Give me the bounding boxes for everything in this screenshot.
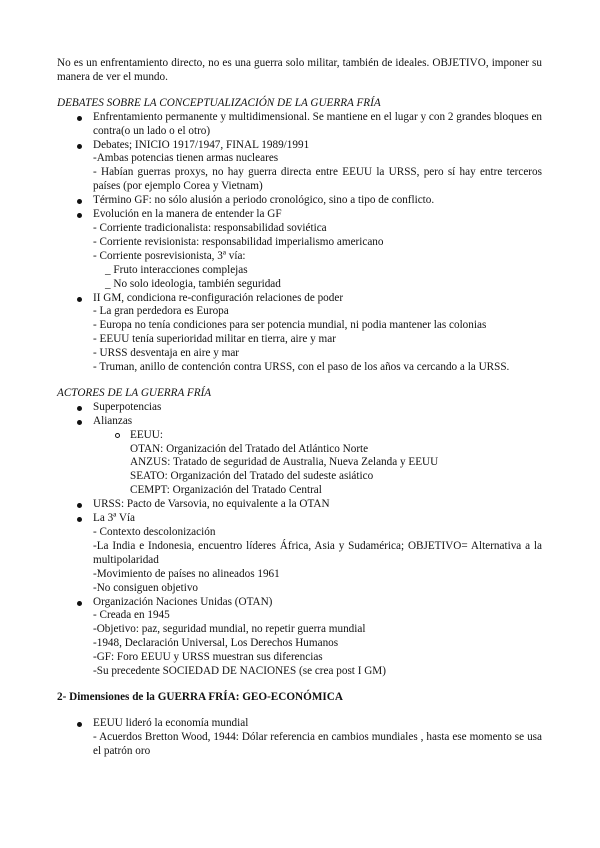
actores-list-continued	[57, 498, 542, 679]
section-title-actores: ACTORES DE LA GUERRA FRÍA	[57, 386, 212, 399]
list-item-text: Organización Naciones Unidas (OTAN)	[93, 595, 273, 608]
list-subitem: - Truman, anillo de contención contra URSS, con el paso de los años va cercando a la URSS.	[93, 361, 510, 374]
list-item-text: Superpotencias	[93, 400, 162, 413]
intro-paragraph: No es un enfrentamiento directo, no es una guerra solo militar, también de ideales. OBJETIVO, imponer su manera de ver el mundo.	[57, 57, 542, 83]
circle-bullet-icon	[115, 433, 120, 438]
bullet-icon	[77, 503, 82, 508]
list-subitem: -La India e Indonesia, encuentro líderes África, Asia y Sudamérica; OBJETIVO= Alternativa a la multipolaridad	[93, 539, 542, 566]
list-item	[57, 717, 542, 759]
list-item-text: EEUU lideró la economía mundial	[93, 716, 249, 729]
list-subitem: - Creada en 1945	[93, 609, 170, 622]
list-item-text: EEUU:	[130, 428, 163, 441]
list-item-text: Alianzas	[93, 414, 133, 427]
list-item-text: Debates; INICIO 1917/1947, FINAL 1989/1991	[93, 138, 310, 151]
bullet-icon	[77, 199, 82, 204]
bullet-icon	[77, 517, 82, 522]
list-subitem: - Contexto descolonización	[93, 526, 216, 538]
list-subitem: -Su precedente SOCIEDAD DE NACIONES (se crea post I GM)	[93, 665, 386, 678]
list-item-text: URSS: Pacto de Varsovia, no equivalente a la OTAN	[93, 498, 330, 511]
list-item	[57, 512, 542, 595]
list-item	[57, 194, 542, 208]
list-item-text: Evolución en la manera de entender la GF	[93, 208, 282, 221]
list-subitem: -Movimiento de países no alineados 1961	[93, 567, 280, 580]
section-heading-geo-economica: 2- Dimensiones de la GUERRA FRÍA: GEO-ECONÓMICA	[57, 690, 343, 703]
list-subitem: SEATO: Organización del Tratado del sudeste asiático	[130, 470, 374, 483]
list-item	[57, 415, 542, 429]
list-item-text: Término GF: no sólo alusión a periodo cronológico, sino a tipo de conflicto.	[93, 194, 435, 207]
list-subitem: OTAN: Organización del Tratado del Atlántico Norte	[130, 442, 369, 455]
bullet-icon	[77, 722, 82, 727]
list-subitem: -1948, Declaración Universal, Los Derechos Humanos	[93, 637, 339, 650]
list-subitem: - Europa no tenía condiciones para ser potencia mundial, ni podia mantener las colonias	[93, 319, 487, 332]
list-subitem: _ No solo ideologia, también seguridad	[105, 277, 281, 290]
list-subitem: - Corriente revisionista: responsabilidad imperialismo americano	[93, 235, 384, 248]
list-subitem: _ Fruto interacciones complejas	[105, 263, 248, 276]
list-subitem: ANZUS: Tratado de seguridad de Australia, Nueva Zelanda y EEUU	[130, 456, 439, 469]
list-subitem: - EEUU tenía superioridad militar en tierra, aire y mar	[93, 333, 336, 346]
list-subitem: -GF: Foro EEUU y URSS muestran sus diferencias	[93, 651, 323, 664]
bullet-icon	[77, 144, 82, 149]
section-title-debates: DEBATES SOBRE LA CONCEPTUALIZACIÓN DE LA GUERRA FRÍA	[57, 96, 381, 109]
list-subitem: - Acuerdos Bretton Wood, 1944: Dólar referencia en cambios mundiales , hasta ese momento se usa el patrón oro	[93, 730, 542, 757]
list-item	[57, 139, 542, 195]
list-subitem: - Corriente posrevisionista, 3ª vía:	[93, 249, 246, 262]
list-item	[57, 292, 542, 375]
list-subitem: CEMPT: Organización del Tratado Central	[130, 484, 322, 497]
bullet-icon	[77, 297, 82, 302]
actores-list	[57, 401, 542, 429]
document-page	[57, 57, 542, 759]
list-subitem: -Objetivo: paz, seguridad mundial, no repetir guerra mundial	[93, 623, 366, 636]
list-subitem: - La gran perdedora es Europa	[93, 305, 229, 318]
list-item	[57, 401, 542, 415]
alianzas-sublist	[57, 429, 542, 499]
list-subitem: - Corriente tradicionalista: responsabilidad soviética	[93, 221, 327, 234]
list-item-text: II GM, condiciona re-configuración relaciones de poder	[93, 291, 344, 304]
bullet-icon	[77, 116, 82, 121]
list-subitem: - URSS desventaja en aire y mar	[93, 347, 240, 360]
list-subitem: -No consiguen objetivo	[93, 581, 199, 594]
list-item	[57, 498, 542, 512]
list-item-text: La 3ª Vía	[93, 512, 136, 525]
list-subitem: - Habían guerras proxys, no hay guerra directa entre EEUU la URSS, pero sí hay entre terceros países (por ejemplo Corea y Vietnam)	[93, 166, 542, 193]
geo-economica-list	[57, 717, 542, 759]
list-item-text: Enfrentamiento permanente y multidimensional. Se mantiene en el lugar y con 2 grandes bloques en contra(o un lado o el otro)	[93, 110, 542, 137]
list-subitem: -Ambas potencias tienen armas nucleares	[93, 152, 279, 165]
list-item	[57, 429, 542, 499]
list-item	[57, 208, 542, 291]
list-item	[57, 111, 542, 139]
bullet-icon	[77, 213, 82, 218]
list-item	[57, 596, 542, 679]
bullet-icon	[77, 406, 82, 411]
bullet-icon	[77, 420, 82, 425]
debates-list	[57, 111, 542, 375]
bullet-icon	[77, 601, 82, 606]
